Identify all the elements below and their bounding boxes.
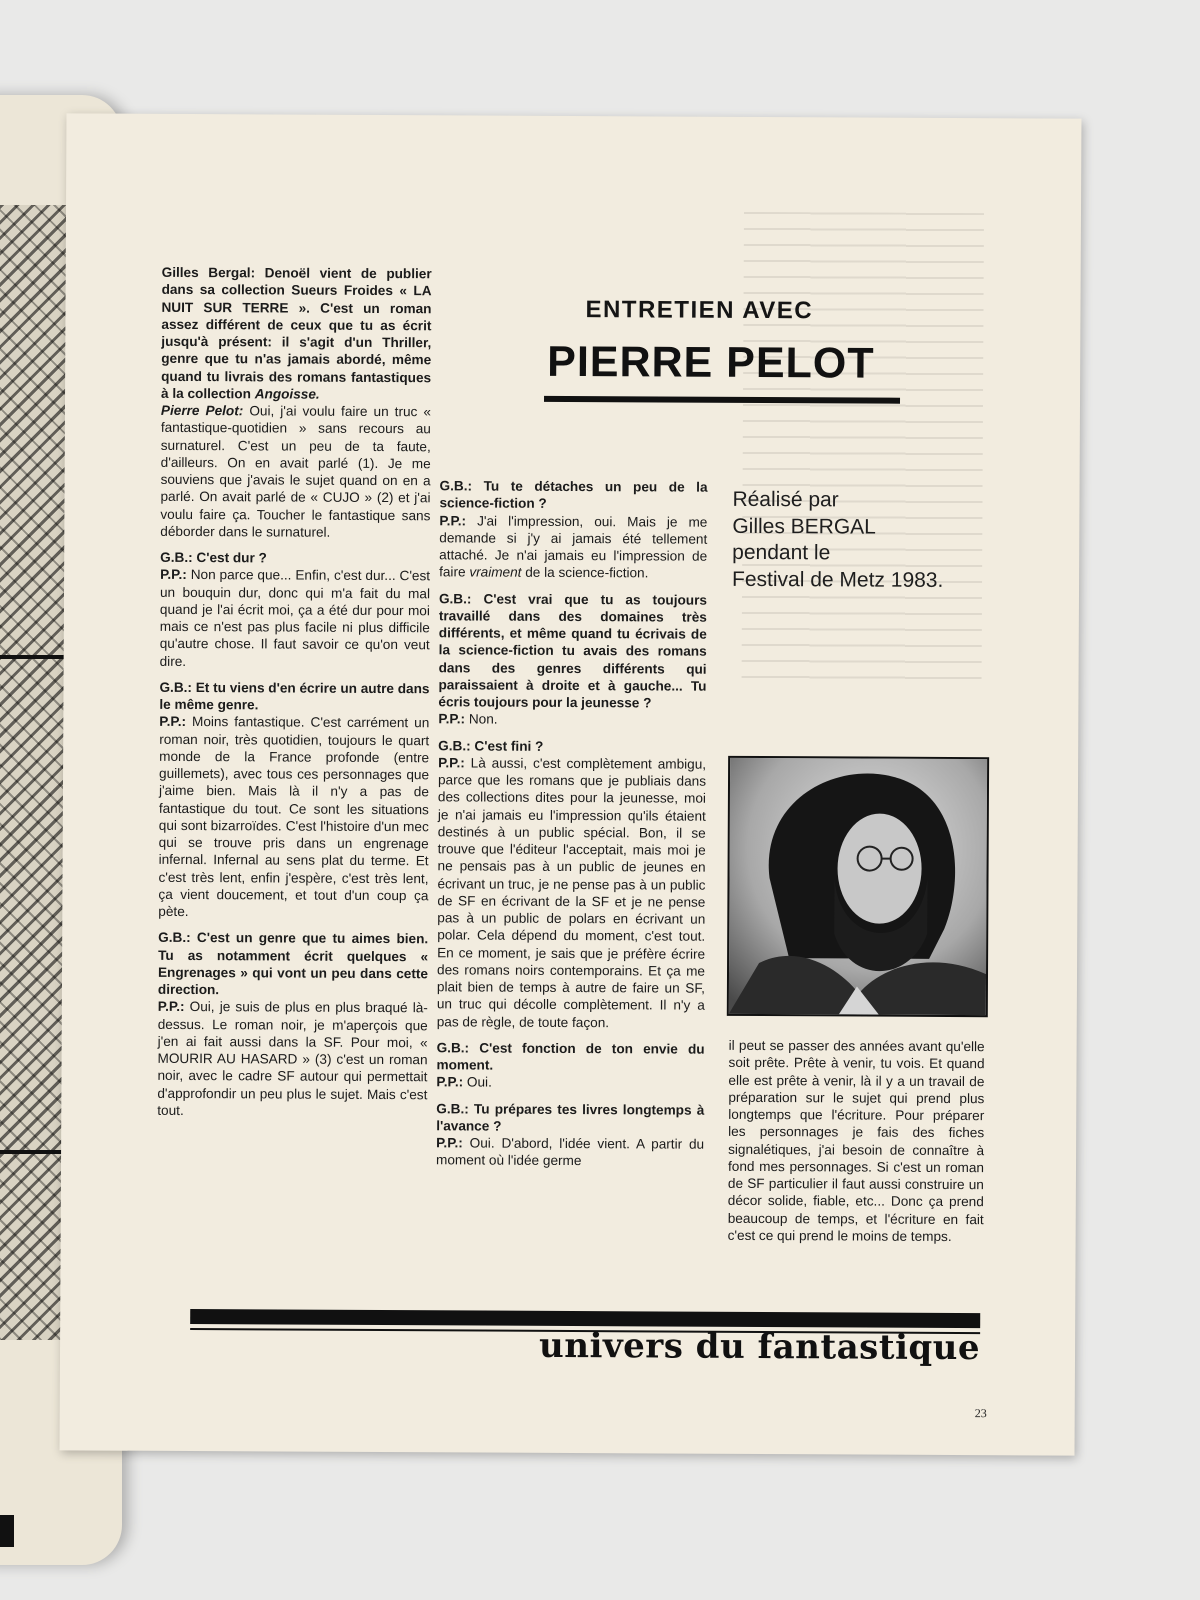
answer-speaker: P.P.: xyxy=(159,714,187,730)
answer-text: J'ai l'impression, oui. Mais je me demande si j'y ai jamais été tellement attaché. Je n'ai jamais eu l'impression de faire xyxy=(439,513,708,580)
answer-text: Non parce que... Enfin, c'est dur... C'est un bouquin dur, donc qui m'a fait du mal quand je l'ai écrit moi, ça a été dur pour moi mais ce n'est pas plus facile ni plus difficile qu'autre chose. Il faut savoir ce qu'on veut dire. xyxy=(159,567,431,669)
question-text: G.B.: C'est vrai que tu as toujours travaillé dans des domaines très différents, et même quand tu écrivais de la science-fiction tu avais des romans dans des genres différents qui paraissaient à droite et à gauche... Tu écris toujours pour la jeunesse ? xyxy=(438,590,708,711)
intro-paragraph xyxy=(160,264,431,541)
question-text: G.B.: Tu te détaches un peu de la science-fiction ? xyxy=(439,478,708,512)
intro-question: Gilles Bergal: Denoël vient de publier dans sa collection Sueurs Froides « LA NUIT SUR TERRE ». C'est un roman assez différent de ceux que tu as écrit jusqu'à présent: il s'agit d'un Thriller, genre que tu n'as jamais abordé, même quand tu livrais des romans fantastiques à la collection xyxy=(161,264,432,402)
question-text: G.B.: C'est fini ? xyxy=(438,737,544,754)
answer-text: Moins fantastique. C'est carrément un roman noir, très quotidien, toujours le quart monde de la France profonde (entre guillemets), avec tous ces personnages que j'aime bien. Mais là il n'y a pas de fantastique du tout. Ce sont les situations qui sont bizarroïdes. C'est l'histoire d'un mec qui se trouve pris dans un engrenage infernal. Infernal au sens plat du terme. Et c'est très lent, enfin j'espère, c'est très lent, ça vient doucement, et tout d'un coup ça pète. xyxy=(158,714,430,920)
portrait-photo xyxy=(727,756,989,1017)
magazine-title: univers du fantastique xyxy=(538,1325,981,1369)
article-title: PIERRE PELOT xyxy=(547,337,875,388)
qa-item xyxy=(437,737,707,1032)
answer-speaker: P.P.: xyxy=(157,999,185,1015)
answer-speaker: P.P.: xyxy=(436,1135,463,1151)
collection-name: Angoisse. xyxy=(254,386,320,402)
page-number: 23 xyxy=(974,1406,987,1421)
qa-item xyxy=(439,477,708,582)
answer-speaker: P.P.: xyxy=(438,755,465,771)
answer-speaker: P.P.: xyxy=(439,512,467,528)
answer-text: Oui. D'abord, l'idée vient. A partir du moment où l'idée germe xyxy=(435,1135,705,1169)
interview-credit: Réalisé par Gilles BERGAL pendant le Festival de Metz 1983. xyxy=(732,487,944,592)
magazine-page xyxy=(60,113,1082,1455)
answer-text: Oui, j'ai voulu faire un truc « fantastique-quotidien » sans recours au surnaturel. C'est un peu de ta faute, d'ailleurs. On en avait parlé (1). Je me souviens que j'avais le sujet quand on en a parlé. On avait parlé de « CUJO » (2) et j'ai voulu faire ça. Toucher le fantastique sans déborder dans le surnaturel. xyxy=(160,403,431,540)
qa-item xyxy=(436,1100,704,1170)
question-text: G.B.: Tu prépares tes livres longtemps à l'avance ? xyxy=(436,1100,705,1134)
text-column-2 xyxy=(436,477,708,1179)
text-column-1 xyxy=(157,264,432,1129)
answer-speaker: P.P.: xyxy=(438,711,466,727)
question-text: G.B.: C'est fonction de ton envie du moment. xyxy=(436,1040,705,1073)
portrait-drawing xyxy=(729,758,987,1015)
qa-item xyxy=(436,1039,704,1092)
qa-item xyxy=(158,679,429,922)
left-page-black-block xyxy=(0,1515,14,1547)
text-column-3 xyxy=(728,1037,985,1254)
question-text: G.B.: C'est dur ? xyxy=(160,549,267,566)
answer-text: Oui. xyxy=(466,1074,492,1090)
answer-text-tail: de la science-fiction. xyxy=(525,565,649,581)
question-text: G.B.: C'est un genre que tu aimes bien. Tu as notamment écrit quelques « Engrenages » qui vont un peu dans cette direction. xyxy=(157,930,429,998)
answer-emphasis: vraiment xyxy=(469,564,522,580)
article-kicker: ENTRETIEN AVEC xyxy=(585,296,814,325)
answer-text: Non. xyxy=(468,711,498,727)
show-through-print xyxy=(742,212,984,683)
question-text: G.B.: Et tu viens d'en écrire un autre dans le même genre. xyxy=(159,679,430,713)
qa-item xyxy=(438,590,707,729)
qa-item xyxy=(160,549,431,671)
answer-speaker: P.P.: xyxy=(160,567,187,583)
qa-item xyxy=(157,929,428,1120)
answer-speaker: Pierre Pelot: xyxy=(160,402,244,419)
answer-speaker: P.P.: xyxy=(436,1074,464,1090)
continued-answer: il peut se passer des années avant qu'elle soit prête. Prête à venir, tu vois. Et quand elle est prête à venir, là il y a un travail de préparation sur le sujet qui prend plus longtemps que l'écriture. Pour préparer les personnages je fais des fiches signalétiques, j'ai besoin de connaître à fond mes personnages. Si c'est un roman de SF particulier il faut aussi construire un décor solide, fiable, etc... Donc ça prend beaucoup de temps, et l'écriture en fait c'est ce qui prend le moins de temps. xyxy=(727,1037,985,1244)
answer-text: Là aussi, c'est complètement ambigu, parce que les romans que je publiais dans des collections dites pour la jeunesse, moi je n'ai jamais eu l'impression qu'ils étaient destinés à un public spécial. Bon, il se trouve que l'éditeur l'acceptait, mais moi je ne pensais pas à un public de jeunes en écrivant un truc, je ne pense pas à un public de SF en écrivant de la SF et je ne pense pas à un public de polars en écrivant un polar. Cela dépend du moment, c'est tout. En ce moment, je sais que je préfère écrire des romans noirs contemporains. Et ça me plait bien de temps à autre de faire un SF, un truc qui décolle complètement. Il n'y a pas de règle, de toute façon. xyxy=(436,755,707,1030)
answer-text: Oui, je suis de plus en plus braqué là-dessus. Le roman noir, je m'aperçois que j'en ai fait aussi dans la SF. Pour moi, « MOURIR AU HASARD » (3) c'est un roman noir, avec le cadre SF autour qui permettait d'approfondir un peu plus le sujet. Mais c'est tout. xyxy=(157,999,428,1118)
title-underline xyxy=(544,396,900,404)
